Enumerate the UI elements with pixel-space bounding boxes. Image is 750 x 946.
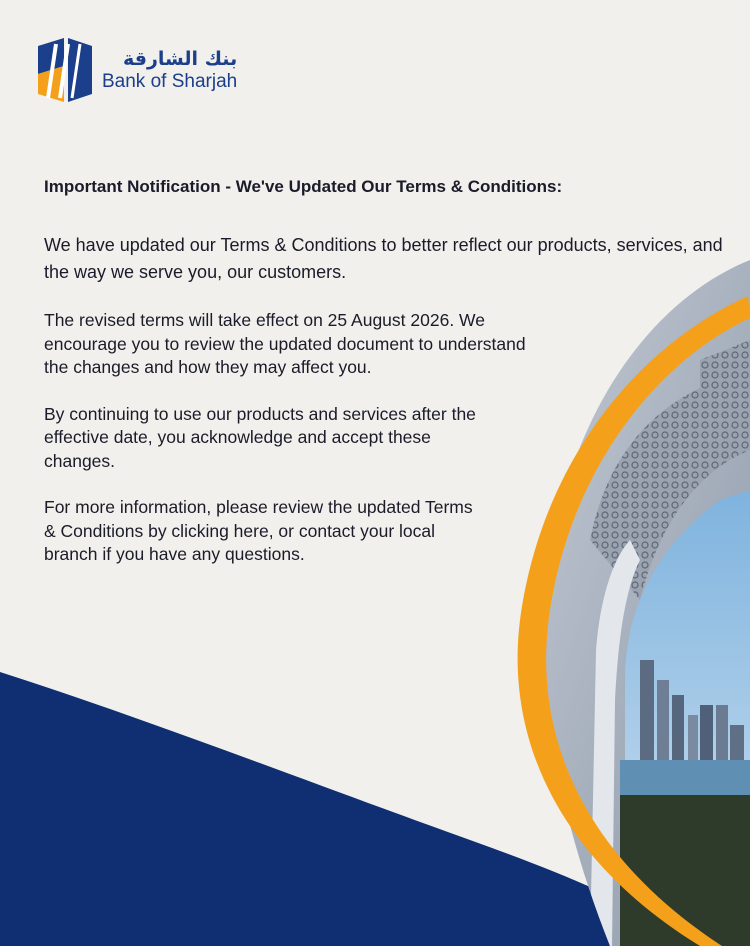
notification-body [44,176,724,590]
bank-name-arabic: بنك الشارقة [122,48,238,70]
paragraph-acceptance: By continuing to use our products and services after the effective date, you acknowledge and accept these changes. [44,403,476,471]
more-info-text-before: For more information, please review the updated Terms & Conditions by clicking [44,497,473,541]
bank-name-english: Bank of Sharjah [102,71,238,92]
notification-heading: Important Notification - We've Updated Our Terms & Conditions: [44,177,563,196]
paragraph-more-info [44,496,474,567]
bank-logo[interactable] [36,36,237,106]
paragraph-update-intro: We have updated our Terms & Conditions to better reflect our products, services, and the way we serve you, our customers. [44,235,723,282]
paragraph-effective-date: The revised terms will take effect on 25 August 2026. We encourage you to review the updated document to understand the changes and how they may affect you. [44,310,526,377]
more-info-text-after: , or contact your local branch if you have any questions. [44,520,436,564]
terms-here-link[interactable]: here [233,520,269,541]
bank-logo-icon [36,36,94,106]
